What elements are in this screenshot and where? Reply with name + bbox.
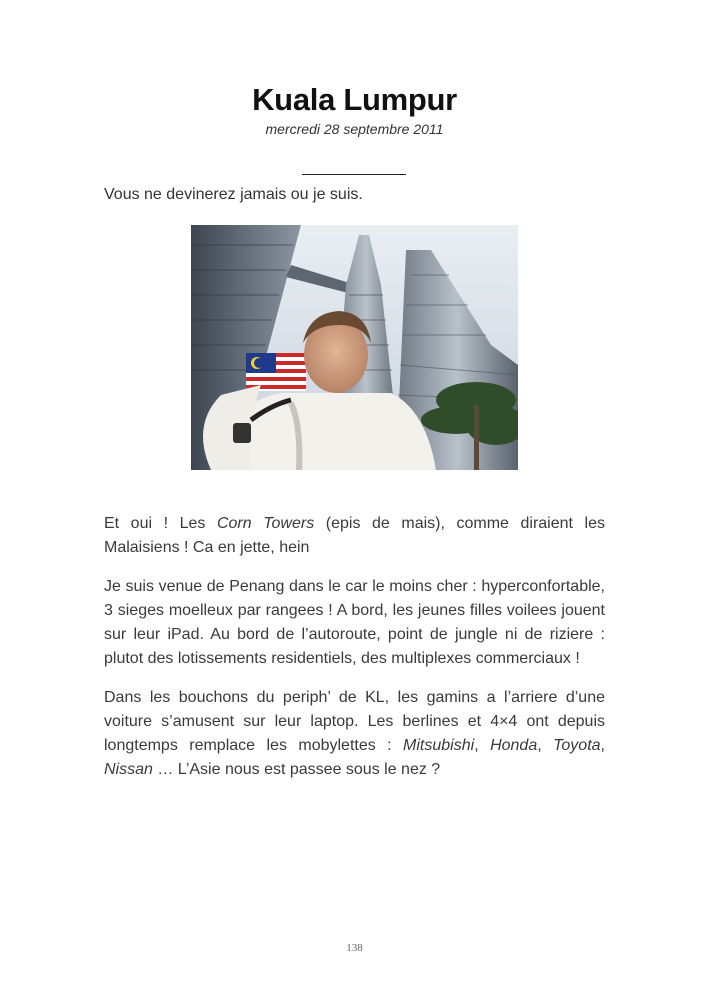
paragraph-corn-towers bbox=[104, 512, 605, 560]
paragraph-kl-traffic bbox=[104, 686, 605, 782]
paragraph-text: Et oui ! Les bbox=[104, 515, 217, 532]
emphasis-corn-towers: Corn Towers bbox=[216, 515, 315, 532]
lead-sentence: Vous ne devinerez jamais ou je suis. bbox=[104, 186, 363, 203]
emphasis-brand: Mitsubishi bbox=[403, 737, 475, 754]
petronas-towers-photo bbox=[191, 225, 518, 470]
paragraph-text: … L’Asie nous est passee sous le nez ? bbox=[152, 761, 441, 778]
separator: , bbox=[600, 737, 605, 754]
separator: , bbox=[474, 737, 491, 754]
paragraph-penang-bus: Je suis venue de Penang dans le car le moins cher : hyperconfortable, 3 sieges moelleux par rangees ! A bord, les jeunes filles voilees jouent sur leur iPad. Au bord de l’autoroute, point de jungle ni de riziere : plutot des lotissements residentiels, des multiplexes commerciaux ! bbox=[104, 578, 605, 667]
post-date: mercredi 28 septembre 2011 bbox=[265, 121, 444, 137]
page-title: Kuala Lumpur bbox=[252, 82, 457, 117]
page-number: 138 bbox=[346, 942, 363, 954]
emphasis-brand: Toyota bbox=[553, 737, 601, 754]
paragraph-text: (epis de mais), comme diraient les Malaisiens ! Ca en jette, hein bbox=[104, 515, 605, 556]
separator: , bbox=[537, 737, 554, 754]
title-divider bbox=[302, 174, 406, 175]
article-body bbox=[104, 512, 605, 797]
emphasis-brand: Honda bbox=[490, 737, 538, 754]
emphasis-brand: Nissan bbox=[104, 761, 153, 778]
paragraph-text: Dans les bouchons du periph’ de KL, les gamins a l’arriere d’une voiture s’amusent sur leur laptop. Les berlines et 4×4 ont depuis longtemps remplace les mobylettes : bbox=[104, 689, 605, 754]
